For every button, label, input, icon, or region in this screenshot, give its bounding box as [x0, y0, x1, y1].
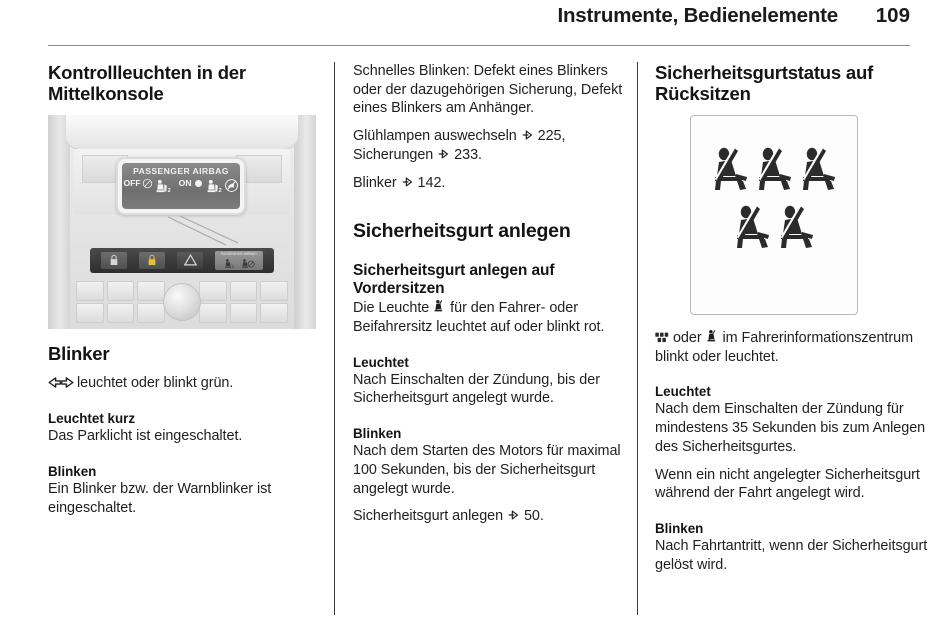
console-right-trim — [294, 115, 316, 329]
central-lock-button[interactable] — [139, 252, 165, 269]
console-key[interactable] — [260, 303, 288, 323]
svg-text:2: 2 — [167, 188, 171, 195]
section-title-sicherheitsgurt-anlegen: Sicherheitsgurt anlegen — [353, 220, 571, 243]
airbag-off-label: OFF — [123, 177, 141, 188]
seatbelt-reference-page[interactable]: 50. — [523, 508, 544, 525]
blinken-text-col3: Nach Fahrtantritt, wenn der Sicherheitsgurt gelöst wird. — [655, 538, 928, 573]
leuchtet-kurz-text: Das Parklicht ist eingeschaltet. — [48, 428, 243, 445]
airbag-button-on-icon — [240, 258, 255, 269]
rear-seatbelt-intro-paragraph — [655, 329, 940, 366]
subheading-blinken-col2: Blinken — [353, 426, 402, 442]
bulb-replacement-reference — [353, 127, 631, 164]
hazard-warning-button[interactable] — [177, 252, 203, 269]
bulb-replacement-prefix: Glühlampen auswechseln — [353, 128, 517, 145]
blinken-text-col2: Nach dem Starten des Motors für maximal 100 Sekunden, bis der Sicherheitsgurt angelegt wurde. — [353, 443, 621, 497]
console-key[interactable] — [230, 281, 258, 301]
airbag-off-crossed-icon — [142, 178, 153, 189]
section-title-sicherheitsgurtstatus: Sicherheitsgurtstatus auf Rücksitzen — [655, 62, 874, 105]
console-key[interactable] — [199, 281, 227, 301]
console-button-bar — [90, 248, 274, 273]
center-console-photo — [48, 115, 316, 329]
section-title-kontrollleuchten: Kontrollleuchten in der Mittelkonsole — [48, 62, 246, 105]
content-columns — [48, 62, 928, 620]
console-top-shelf — [66, 115, 298, 150]
column-2 — [353, 62, 631, 620]
page-header — [48, 6, 910, 46]
console-key[interactable] — [260, 281, 288, 301]
subheading-leuchtet-col2: Leuchtet — [353, 354, 409, 370]
page-number: 109 — [875, 4, 910, 27]
rear-seats-belt-icon — [655, 331, 669, 344]
airbag-button-off-icon — [223, 258, 238, 269]
page-reference-arrow-icon — [438, 148, 449, 160]
console-key[interactable] — [76, 281, 104, 301]
blinker-reference — [353, 174, 631, 193]
vordersitzen-paragraph — [353, 299, 631, 336]
bulb-replacement-page-1[interactable]: 225, Sicherungen — [353, 128, 566, 163]
blinker-intro-text: leuchtet oder blinkt grün. — [77, 375, 234, 392]
header-divider-rule — [48, 45, 910, 46]
svg-text:2: 2 — [218, 188, 222, 195]
seatbelt-person-icon — [433, 299, 446, 314]
seatbelt-person-icon — [709, 146, 751, 194]
fast-blink-paragraph: Schnelles Blinken: Defekt eines Blinkers oder der dazugehörigen Sicherung, Defekt eines Blinkers am Anhänger. — [353, 63, 623, 117]
console-key[interactable] — [76, 303, 104, 323]
passenger-airbag-indicator-button — [215, 251, 263, 270]
central-unlock-button[interactable] — [101, 252, 127, 269]
blinker-reference-prefix: Blinker — [353, 174, 397, 191]
console-key[interactable] — [137, 303, 165, 323]
seatbelt-person-icon — [706, 329, 719, 344]
leuchtet-text-col2: Nach Einschalten der Zündung, bis der Sicherheitsgurt angelegt wurde. — [353, 371, 600, 407]
leuchtet-text-col3-part2: Wenn ein nicht angelegter Sicherheitsgurt während der Fahrt angelegt wird. — [655, 466, 920, 502]
bulb-replacement-page-2[interactable]: 233. — [454, 146, 482, 163]
subheading-blinken-col1: Blinken — [48, 463, 97, 479]
seatbelt-page-reference — [353, 507, 631, 526]
page-reference-arrow-icon — [522, 129, 533, 141]
airbag-on-label: ON — [178, 177, 192, 188]
rear-seatbelt-intro-after: im Fahrerinformationszentrum blinkt oder leuchtet. — [655, 329, 914, 365]
console-left-trim — [48, 115, 70, 329]
seatbelt-person-icon — [797, 146, 839, 194]
airbag-display-states — [122, 178, 240, 196]
console-key[interactable] — [199, 303, 227, 323]
callout-leader-lines — [166, 215, 252, 251]
svg-text:2: 2 — [231, 263, 235, 269]
airbag-button-micro-label: PASSENGER AIRBAG — [220, 251, 258, 256]
console-rotary-knob[interactable] — [163, 283, 201, 321]
seatbelt-reference-prefix: Sicherheitsgurt anlegen — [353, 508, 504, 525]
airbag-off-state — [123, 178, 171, 196]
subheading-vordersitzen: Sicherheitsgurt anlegen auf Vordersitzen — [353, 261, 555, 298]
passenger-airbag-display-callout — [116, 157, 246, 215]
column-1 — [48, 62, 320, 620]
seatbelt-person-icon — [753, 146, 795, 194]
console-key[interactable] — [107, 303, 135, 323]
airbag-on-state — [179, 178, 239, 196]
rear-seatbelt-status-display — [690, 115, 858, 315]
rear-seatbelt-row-bottom — [691, 204, 857, 252]
page-reference-arrow-icon — [402, 176, 413, 188]
vordersitzen-text-after: für den Fahrer- oder Beifahrersitz leuchtet auf oder blinkt rot. — [353, 300, 605, 335]
rear-seatbelt-intro-middle: oder — [672, 329, 702, 346]
leuchtet-text-col3-part1: Nach dem Einschalten der Zündung für mindestens 35 Sekunden bis zum Anlegen des Sicherheitsgurtes. — [655, 401, 926, 455]
subheading-leuchtet-col3: Leuchtet — [655, 384, 711, 400]
console-key[interactable] — [230, 303, 258, 323]
rear-seatbelt-row-top — [691, 146, 857, 194]
console-key[interactable] — [137, 281, 165, 301]
airbag-on-child-seat-icon — [205, 178, 223, 196]
console-key[interactable] — [107, 281, 135, 301]
seatbelt-person-icon — [775, 204, 817, 252]
airbag-child-restraint-crossed-icon — [224, 178, 239, 193]
page-reference-arrow-icon — [508, 509, 519, 521]
airbag-display-screen — [122, 163, 240, 209]
column-3 — [655, 62, 940, 620]
turn-signal-arrows-icon — [48, 376, 74, 389]
column-divider-2 — [637, 62, 638, 615]
blinker-intro-paragraph — [48, 374, 320, 393]
page-title: Instrumente, Bedienelemente — [557, 4, 838, 27]
section-title-blinker: Blinker — [48, 342, 110, 364]
airbag-on-inflate-icon — [193, 178, 204, 189]
vordersitzen-text-before: Die Leuchte — [353, 300, 430, 317]
airbag-off-child-seat-icon — [154, 178, 172, 196]
blinker-reference-page[interactable]: 142. — [417, 174, 446, 191]
subheading-blinken-col3: Blinken — [655, 521, 704, 537]
column-divider-1 — [334, 62, 335, 615]
blinken-text-col1: Ein Blinker bzw. der Warnblinker ist eingeschaltet. — [48, 480, 272, 516]
airbag-display-label: PASSENGER AIRBAG — [133, 165, 229, 176]
subheading-leuchtet-kurz: Leuchtet kurz — [48, 411, 136, 427]
seatbelt-person-icon — [731, 204, 773, 252]
